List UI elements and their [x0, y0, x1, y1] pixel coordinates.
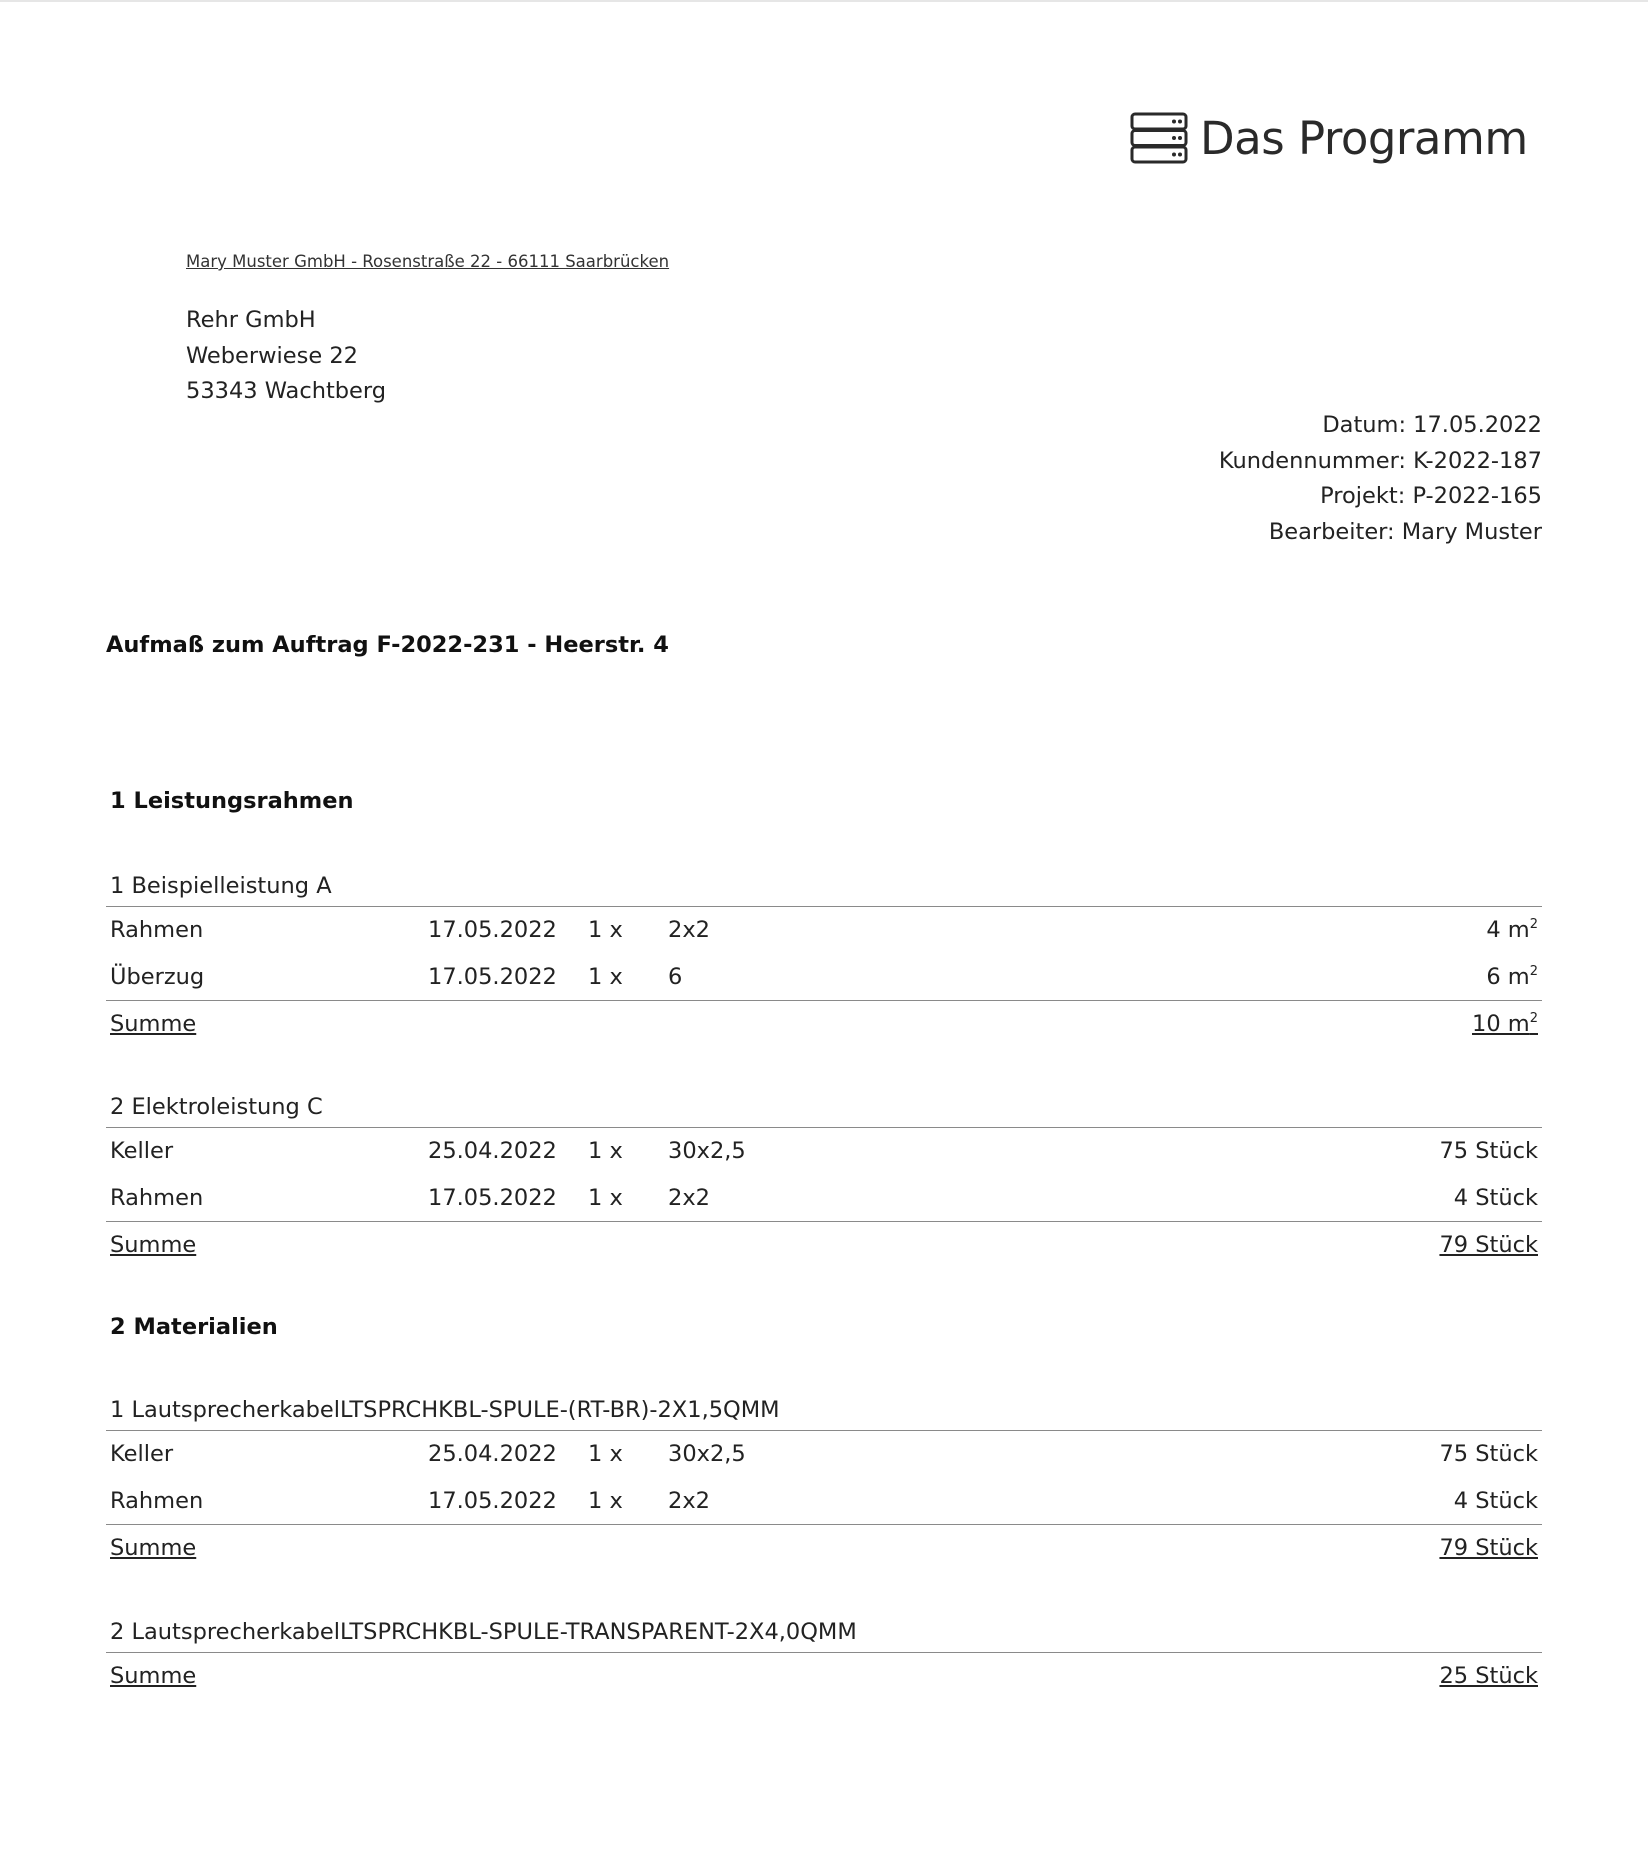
meta-editor: Bearbeiter: Mary Muster [1268, 518, 1542, 545]
document-meta [1219, 408, 1542, 550]
row-formula: 2x2 [668, 1184, 710, 1211]
row-count: 1 x [588, 1184, 623, 1211]
row-count: 1 x [588, 1138, 623, 1164]
sum-exponent: 2 [1529, 1011, 1538, 1026]
meta-customer-number: Kundennummer: K-2022-187 [1218, 447, 1542, 474]
row-count: 1 x [588, 1441, 623, 1467]
sum-value-number: 10 m [1472, 1011, 1530, 1037]
row-count: 1 x [588, 963, 623, 990]
sum-row [106, 1653, 1542, 1700]
measurement-group [106, 1612, 1542, 1700]
document-title: Aufmaß zum Auftrag F-2022-231 - Heerstr. 4 [106, 632, 669, 658]
meta-project: Projekt: P-2022-165 [1320, 483, 1542, 509]
row-result: 75 Stück [1439, 1441, 1538, 1467]
group-title: 1 Beispielleistung A [106, 866, 1542, 907]
measurement-group [106, 1087, 1542, 1269]
sum-value: 25 Stück [1439, 1663, 1538, 1689]
row-name: Keller [110, 1138, 174, 1164]
table-row [106, 1128, 1542, 1175]
sum-value: 79 Stück [1439, 1232, 1538, 1258]
row-date: 25.04.2022 [428, 1138, 557, 1164]
server-rack-icon [1130, 112, 1188, 164]
sum-label: Summe [110, 1535, 197, 1561]
row-result-value: 6 m [1486, 963, 1530, 990]
table-row [106, 1478, 1542, 1526]
sender-address-line: Mary Muster GmbH - Rosenstraße 22 - 66111 Saarbrücken [186, 252, 670, 271]
sum-row [106, 1222, 1542, 1269]
row-formula: 2x2 [668, 1487, 710, 1514]
section-heading: 2 Materialien [110, 1314, 278, 1340]
row-result-exponent: 2 [1529, 963, 1538, 979]
row-result-exponent: 2 [1529, 917, 1538, 932]
row-name: Rahmen [110, 917, 204, 943]
logo-text: Das Programm [1200, 111, 1528, 165]
table-row [106, 954, 1542, 1002]
recipient-address [186, 303, 386, 410]
sum-label: Summe [110, 1663, 197, 1689]
company-logo [1130, 108, 1528, 168]
row-date: 25.04.2022 [428, 1441, 557, 1467]
row-name: Rahmen [110, 1184, 204, 1211]
row-name: Überzug [110, 963, 205, 990]
row-name: Keller [110, 1441, 174, 1467]
sum-value [1472, 1001, 1538, 1048]
row-count: 1 x [588, 1487, 623, 1514]
group-title: 2 Elektroleistung C [106, 1087, 1542, 1128]
recipient-city: 53343 Wachtberg [186, 378, 387, 404]
row-formula: 2x2 [668, 917, 710, 943]
row-count: 1 x [588, 917, 623, 943]
table-row [106, 1175, 1542, 1223]
row-formula: 30x2,5 [668, 1138, 746, 1164]
group-title: 2 LautsprecherkabelLTSPRCHKBL-SPULE-TRANSPARENT-2X4,0QMM [106, 1612, 1542, 1653]
row-date: 17.05.2022 [428, 1184, 557, 1211]
table-row [106, 1431, 1542, 1478]
row-result: 4 Stück [1453, 1184, 1538, 1211]
meta-date: Datum: 17.05.2022 [1322, 412, 1542, 438]
measurement-group [106, 1390, 1542, 1572]
recipient-street: Weberwiese 22 [186, 342, 358, 369]
row-name: Rahmen [110, 1487, 204, 1514]
row-formula: 30x2,5 [668, 1441, 746, 1467]
row-date: 17.05.2022 [428, 917, 557, 943]
row-formula: 6 [668, 963, 683, 990]
row-result-value: 4 m [1486, 917, 1530, 943]
row-date: 17.05.2022 [428, 963, 557, 990]
sum-label: Summe [110, 1232, 197, 1258]
row-date: 17.05.2022 [428, 1487, 557, 1514]
row-result [1486, 954, 1538, 1001]
row-result [1486, 907, 1538, 954]
sum-label: Summe [110, 1011, 197, 1037]
sum-row [106, 1001, 1542, 1048]
row-result: 4 Stück [1453, 1487, 1538, 1514]
sum-value: 79 Stück [1439, 1535, 1538, 1561]
section-heading: 1 Leistungsrahmen [110, 788, 354, 814]
sum-row [106, 1525, 1542, 1572]
recipient-name: Rehr GmbH [186, 307, 316, 333]
table-row [106, 907, 1542, 954]
group-title: 1 LautsprecherkabelLTSPRCHKBL-SPULE-(RT-BR)-2X1,5QMM [106, 1390, 1542, 1431]
measurement-group [106, 866, 1542, 1048]
row-result: 75 Stück [1439, 1138, 1538, 1164]
